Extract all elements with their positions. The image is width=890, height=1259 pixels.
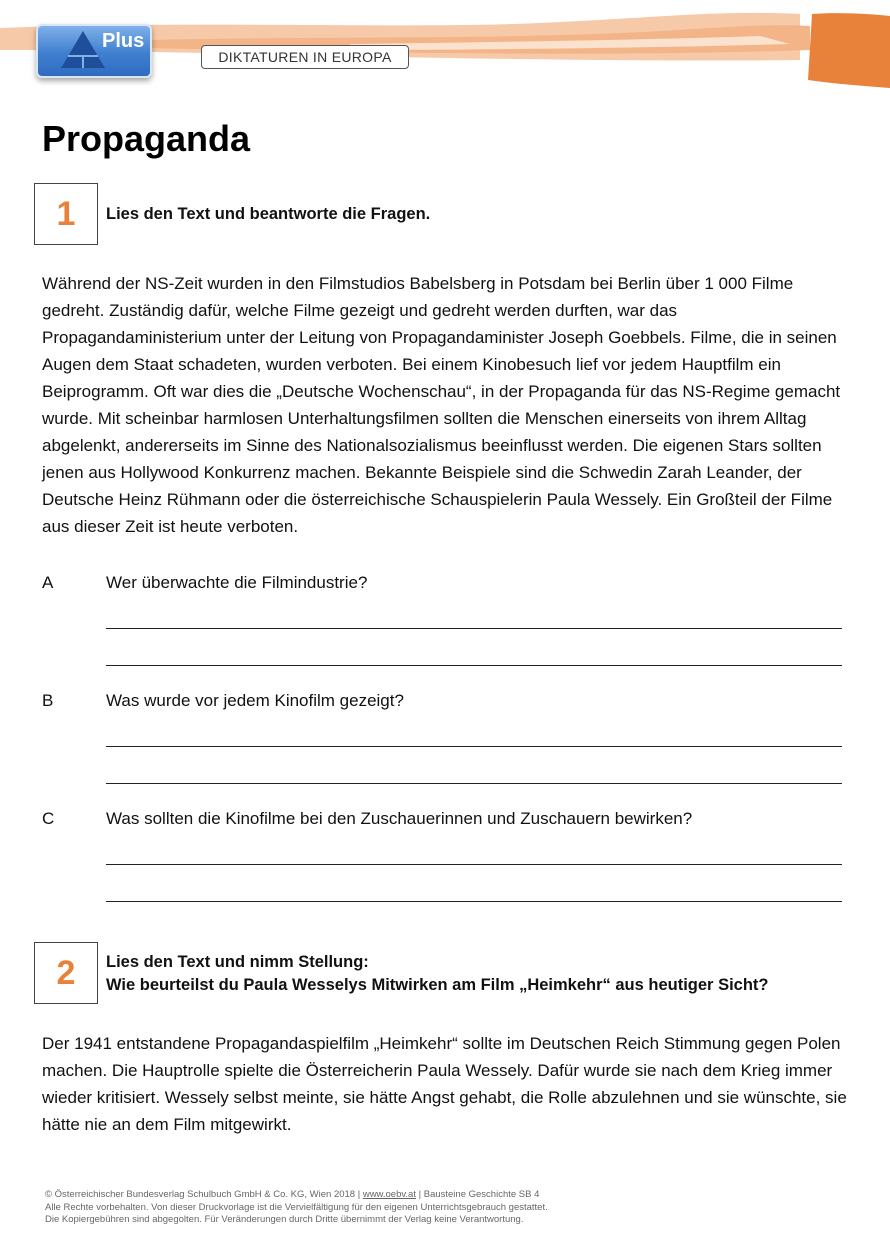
footer	[45, 1189, 548, 1227]
publisher-logo	[36, 24, 152, 78]
task-2-instruction-2: Wie beurteilst du Paula Wesselys Mitwirken am Film „Heimkehr“ aus heutiger Sicht?	[106, 976, 769, 994]
footer-line-1	[45, 1189, 548, 1202]
question-a: Wer überwachte die Filmindustrie?	[106, 573, 368, 592]
task-2-instruction-1: Lies den Text und nimm Stellung:	[106, 953, 369, 971]
logo-text: Plus	[102, 30, 145, 52]
pyramid-icon	[58, 28, 108, 72]
footer-line-2: Alle Rechte vorbehalten. Von dieser Druckvorlage ist die Vervielfältigung für den eigenen Unterrichtsgebrauch gestattet.	[45, 1201, 548, 1213]
question-b: Was wurde vor jedem Kinofilm gezeigt?	[106, 691, 404, 710]
question-letter-a: A	[42, 573, 54, 592]
task-1-instruction: Lies den Text und beantworte die Fragen.	[106, 205, 431, 223]
task-1-text: Während der NS-Zeit wurden in den Filmstudios Babelsberg in Potsdam bei Berlin über 1 000 Filme gedreht. Zuständig dafür, welche Filme gezeigt und gedreht werden durften, war das Propagandaministerium unter der Leitung von Propagandaminister Joseph Goebbels. Filme, die in seinen Augen dem Staat schadeten, wurden verboten. Bei einem Kinobesuch lief vor jedem Hauptfilm ein Beiprogramm. Oft war dies die „Deutsche Wochenschau“, in der Propaganda für das NS-Regime gemacht wurde. Mit scheinbar harmlosen Unterhaltungsfilmen sollten die Menschen einerseits von ihrem Alltag abgelenkt, andererseits im Sinne des Nationalsozialismus beeinflusst werden. Die eigenen Stars sollten jenen aus Hollywood Konkurrenz machen. Bekannte Beispiele sind die Schwedin Zarah Leander, der Deutsche Heinz Rühmann oder die österreichische Schauspielerin Paula Wessely. Ein Großteil der Filme aus dieser Zeit ist heute verboten.	[42, 274, 841, 536]
question-letter-c: C	[42, 809, 55, 828]
question-letter-b: B	[42, 691, 54, 710]
answer-line[interactable]	[106, 864, 842, 865]
answer-line[interactable]	[106, 628, 842, 629]
question-c: Was sollten die Kinofilme bei den Zuschauerinnen und Zuschauern bewirken?	[106, 809, 693, 828]
answer-line[interactable]	[106, 665, 842, 666]
publisher-link[interactable]: www.oebv.at	[362, 1189, 416, 1200]
answer-line[interactable]	[106, 746, 842, 747]
task-number-1: 1	[34, 183, 98, 245]
footer-line-3: Die Kopiergebühren sind abgegolten. Für Veränderungen durch Dritte übernimmt der Verlag keine Verantwortung.	[45, 1214, 524, 1225]
footer-copyright: © Österreichischer Bundesverlag Schulbuch GmbH & Co. KG, Wien 2018 |	[45, 1189, 363, 1200]
footer-book-title: | Bausteine Geschichte SB 4	[415, 1189, 540, 1200]
answer-line[interactable]	[106, 783, 842, 784]
page-title: Propaganda	[42, 118, 251, 159]
task-2-text: Der 1941 entstandene Propagandaspielfilm „Heimkehr“ sollte im Deutschen Reich Stimmung gegen Polen machen. Die Hauptrolle spielte die Österreicherin Paula Wessely. Dafür wurde sie nach dem Krieg immer wieder kritisiert. Wessely selbst meinte, sie hätte Angst gehabt, die Rolle abzulehnen und sie wünschte, sie hätte nie an dem Film mitgewirkt.	[42, 1034, 847, 1134]
task-number-2: 2	[34, 942, 98, 1004]
series-label: DIKTATUREN IN EUROPA	[201, 45, 409, 69]
answer-line[interactable]	[106, 901, 842, 902]
